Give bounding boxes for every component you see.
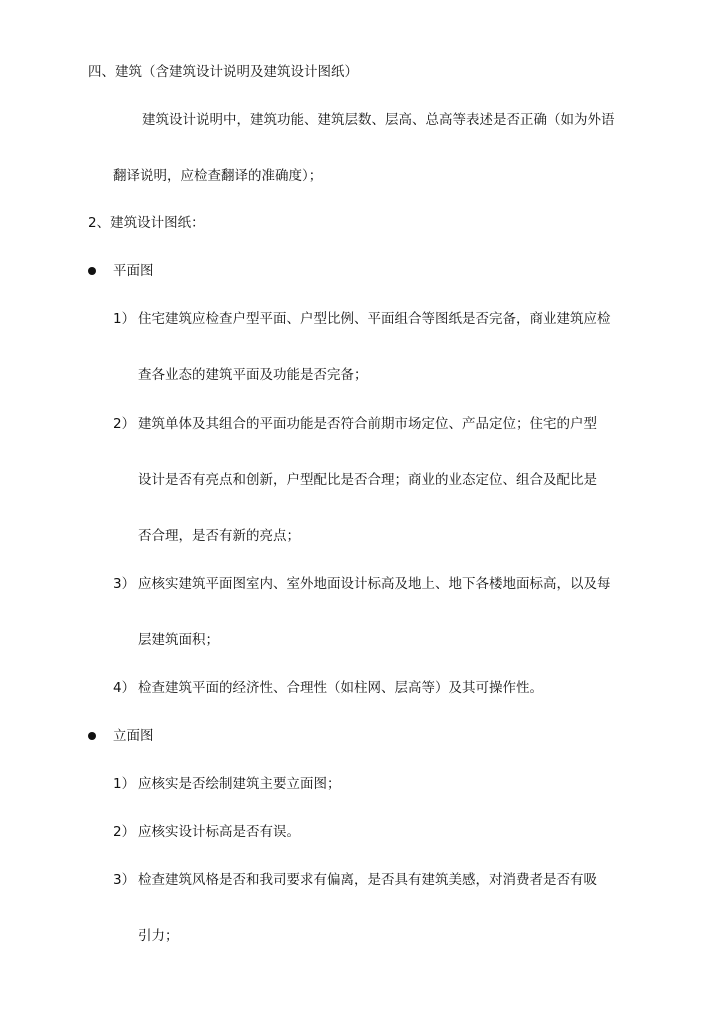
elevation-item-3-line-1: 检查建筑风格是否和我司要求有偏离，是否具有建筑美感，对消费者是否有吸 — [138, 872, 597, 888]
elevation-item-1-line-1: 应核实是否绘制建筑主要立面图； — [138, 776, 341, 792]
elevation-item-1-number: 1） — [113, 776, 136, 792]
plan-item-2-line-3: 否合理，是否有新的亮点； — [138, 528, 300, 544]
elevation-item-3-number: 3） — [113, 872, 136, 888]
plan-item-1-line-2: 查各业态的建筑平面及功能是否完备； — [138, 367, 368, 383]
section-heading: 四、建筑（含建筑设计说明及建筑设计图纸） — [88, 64, 358, 80]
drawings-heading: 2、建筑设计图纸： — [88, 215, 205, 231]
elevation-item-2-number: 2） — [113, 824, 136, 840]
plan-item-3-number: 3） — [113, 576, 136, 592]
plan-item-1-number: 1） — [113, 311, 136, 327]
bullet-icon — [88, 732, 96, 740]
plan-item-2-number: 2） — [113, 416, 136, 432]
plan-item-3-line-2: 层建筑面积； — [138, 632, 219, 648]
design-note-line-2: 翻译说明，应检查翻译的准确度）； — [113, 168, 323, 184]
plan-item-2-line-2: 设计是否有亮点和创新，户型配比是否合理；商业的业态定位、组合及配比是 — [138, 472, 597, 488]
plan-item-4-number: 4） — [113, 680, 136, 696]
plan-item-3-line-1: 应核实建筑平面图室内、室外地面设计标高及地上、地下各楼地面标高，以及每 — [138, 576, 611, 592]
plan-item-4-line-1: 检查建筑平面的经济性、合理性（如柱网、层高等）及其可操作性。 — [138, 680, 543, 696]
bullet-icon — [88, 267, 96, 275]
elevation-item-2-line-1: 应核实设计标高是否有误。 — [138, 824, 300, 840]
plan-item-1-line-1: 住宅建筑应检查户型平面、户型比例、平面组合等图纸是否完备，商业建筑应检 — [138, 311, 611, 327]
plan-item-2-line-1: 建筑单体及其组合的平面功能是否符合前期市场定位、产品定位；住宅的户型 — [138, 416, 597, 432]
elevation-item-3-line-2: 引力； — [138, 928, 179, 944]
plan-title: 平面图 — [113, 263, 154, 279]
design-note-line-1: 建筑设计说明中，建筑功能、建筑层数、层高、总高等表述是否正确（如为外语 — [142, 112, 615, 128]
elevation-title: 立面图 — [113, 728, 154, 744]
